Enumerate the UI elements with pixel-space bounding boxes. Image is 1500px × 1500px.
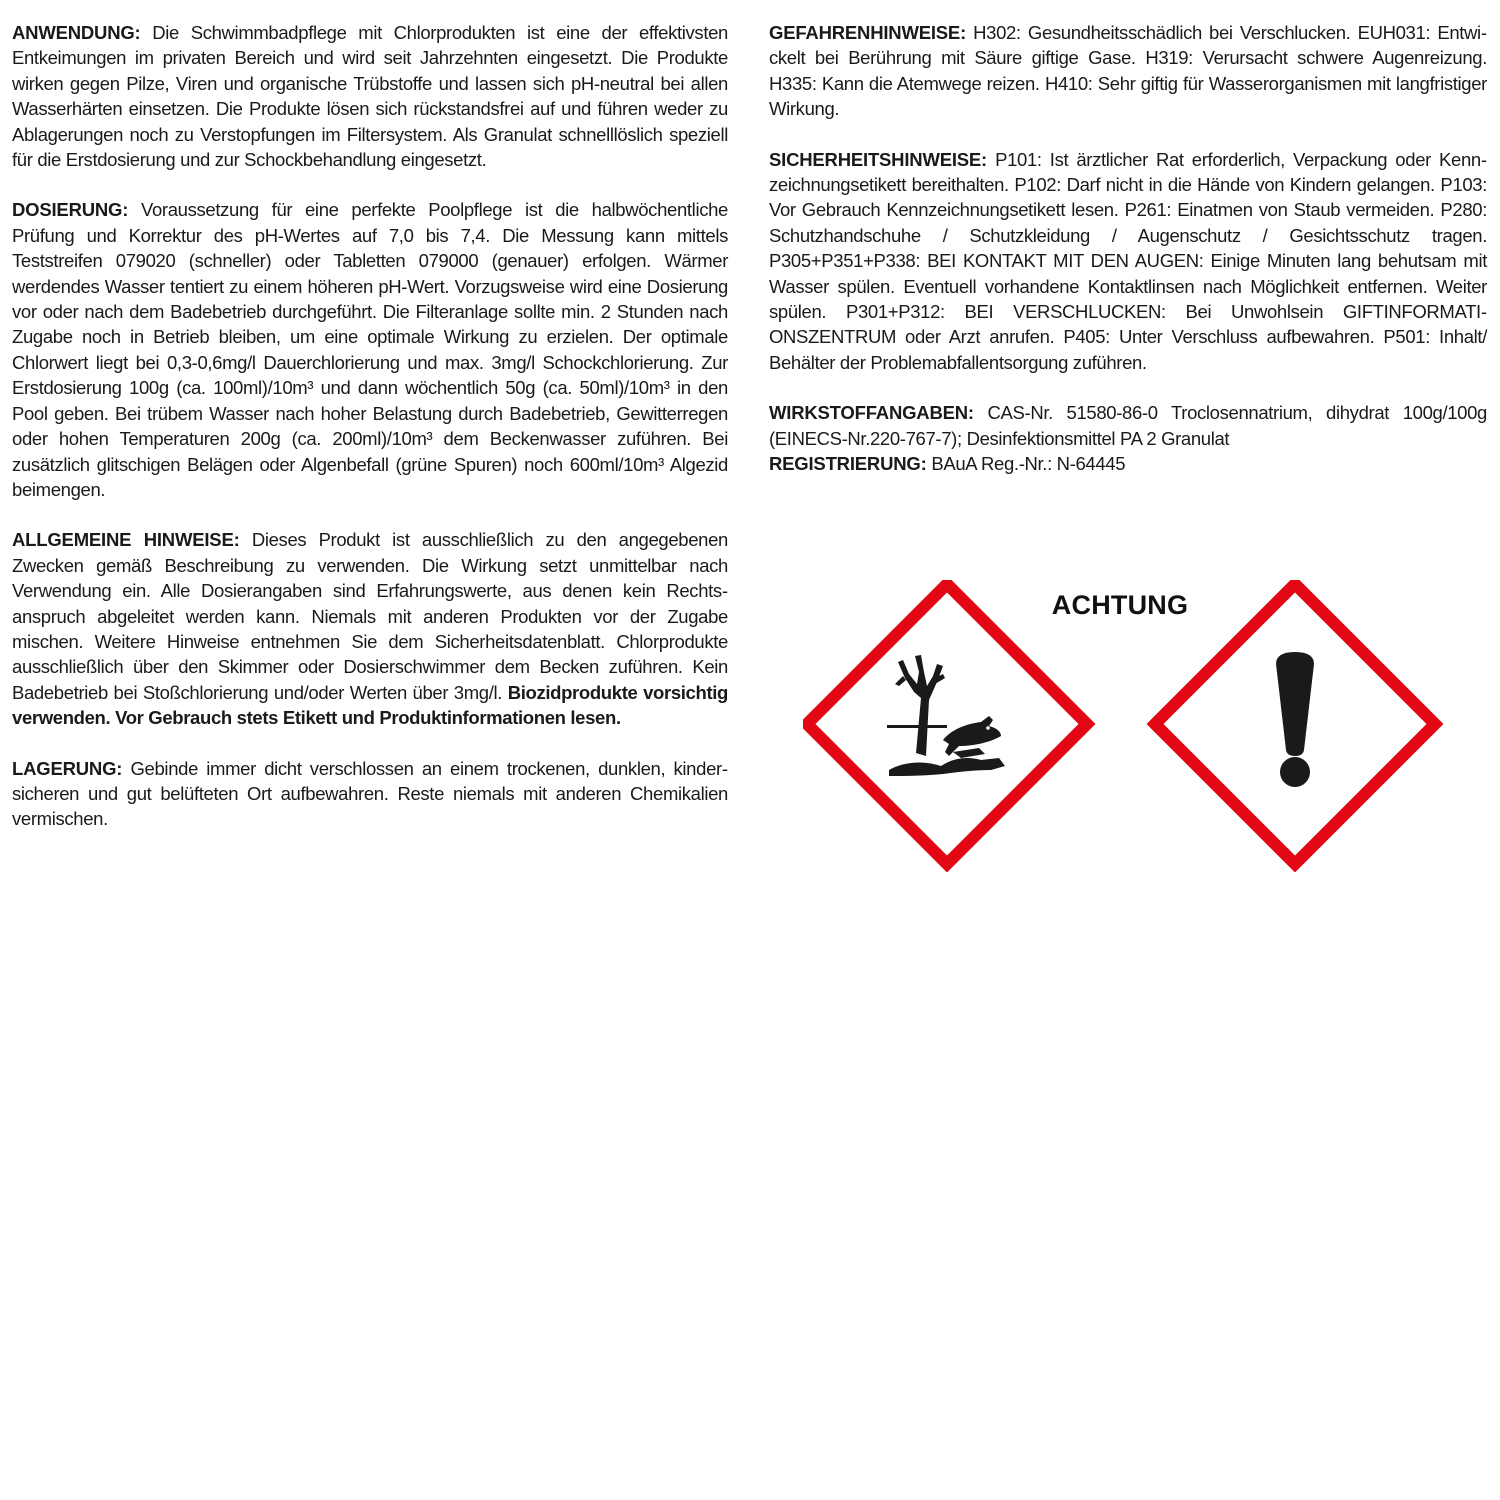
section-text: H302: Gesundheitsschädlich bei Verschlucken. EUH031: Entwickelt bei Berührung mit Säure giftige Gase. H319: Verursacht schwere Augenreizung. H335: Kann die Atemwege reizen. H410: Sehr giftig für Wasserorganismen mit langfristiger Wirkung. <box>769 22 1487 120</box>
section-wirkstoffangaben <box>769 400 1487 451</box>
section-sicherheitshinweise <box>769 147 1487 376</box>
section-label: LAGERUNG: <box>12 757 123 779</box>
section-text: Gebinde immer dicht verschlossen an einem trockenen, dunklen, kindersicheren und gut belüfteten Ort aufbewahren. Reste niemals mit anderen Chemikalien vermischen. <box>12 757 728 830</box>
section-label: DOSIERUNG: <box>12 199 129 221</box>
section-label: WIRKSTOFFANGABEN: <box>769 402 974 424</box>
environment-hazard-icon <box>807 584 1087 864</box>
section-label: ALLGEMEINE HINWEISE: <box>12 529 240 551</box>
section-text: BAuA Reg.-Nr.: N-64445 <box>926 453 1126 475</box>
section-text: P101: Ist ärztlicher Rat erforderlich, Verpackung oder Kennzeichnungsetikett bereithalten. P102: Darf nicht in die Hände von Kindern gelangen. P103: Vor Gebrauch Kennzeichnungsetikett lesen. P261: Einatmen von Staub vermeiden. P280: Schutzhandschuhe / Schutzkleidung / Augenschutz / Gesichtsschutz tragen. P305+P351+P338: BEI KONTAKT MIT DEN AUGEN: Einige Minuten lang behutsam mit Wasser spülen. Eventuell vorhandene Kontaktlinsen nach Möglichkeit entfernen. Weiter spülen. P301+P312: BEI VERSCHLUCKEN: Bei Unwohlsein GIFTINFORMATIONSZENTRUM oder Arzt anrufen. P405: Unter Verschluss aufbewahren. P501: Inhalt/ Behälter der Problemabfallentsorgung zuführen. <box>769 148 1487 373</box>
section-gefahrenhinweise <box>769 20 1487 122</box>
section-label: ANWENDUNG: <box>12 22 141 43</box>
exclamation-mark-icon <box>1155 584 1435 864</box>
section-label: SICHERHEITSHINWEISE: <box>769 148 988 170</box>
signal-word: ACHTUNG <box>1051 590 1189 620</box>
section-label: REGISTRIERUNG: <box>769 453 927 475</box>
section-anwendung <box>12 20 728 172</box>
left-text-column <box>12 20 728 857</box>
section-text: Dieses Produkt ist ausschließlich zu den angegebenen Zwecken gemäß Beschreibung zu verwenden. Die Wirkung setzt unmittelbar nach Verwendung ein. Alle Dosierangaben sind Erfahrungswerte, aus denen kein Rechtsanspruch abgeleitet werden kann. Niemals mit anderen Produkten vor der Zugabe mischen. Weitere Hinweise entnehmen Sie dem Sicherheitsdatenblatt. Chlorprodukte ausschließlich über den Skimmer oder Dosierschwimmer dem Becken zuführen. Kein Badebetrieb bei Stoßchlorierung und/oder Werten über 3mg/l. <box>12 529 728 703</box>
biocide-warning: Biozidprodukte vorsichtig verwenden. Vor Gebrauch stets Etikett und Produktinformationen lesen. <box>12 681 728 729</box>
section-registrierung <box>769 451 1487 476</box>
section-allgemeine-hinweise <box>12 527 728 730</box>
section-dosierung <box>12 197 728 502</box>
section-text: Die Schwimmbadpflege mit Chlorprodukten ist eine der effektivsten Entkeimungen im privaten Bereich und wird seit Jahrzehnten eingesetzt. Die Produkte wirken gegen Pilze, Viren und organische Trübstoffe und lassen sich pH-neutral bei allen Wasserhärten einsetzen. Die Produkte lösen sich rückstandsfrei auf und führen weder zu Ablagerungen noch zu Verstopfungen im Filtersystem. Als Granulat schnelllöslich speziell für die Erstdosierung und zur Schockbehandlung eingesetzt. <box>12 22 728 171</box>
section-label: GEFAHRENHINWEISE: <box>769 22 967 43</box>
right-text-column <box>769 20 1487 502</box>
section-text: CAS-Nr. 51580-86-0 Troclosennatrium, dihydrat 100g/100g (EINECS-Nr.220-767-7); Desinfektionsmittel PA 2 Granulat <box>769 402 1487 449</box>
section-text: Voraussetzung für eine perfekte Poolpflege ist die halbwöchentliche Prüfung und Korrektur des pH-Wertes auf 7,0 bis 7,4. Die Messung kann mittels Teststreifen 079020 (schneller) oder Tabletten 079000 (genauer) erfolgen. Wärmer werdendes Wasser tentiert zu einem höheren pH-Wert. Vorzugsweise wird eine Dosierung vor oder nach dem Badebetrieb durchgeführt. Die Filteranlage sollte min. 2 Stunden nach Zugabe noch in Betrieb bleiben, um eine optimale Wirkung zu erzielen. Der optimale Chlorwert liegt bei 0,3-0,6mg/l Dauerchlorierung und max. 3mg/l Schockchlorierung. Zur Erstdosierung 100g (ca. 100ml)/10m³ und dann wöchentlich 50g (ca. 50ml)/10m³ in den Pool geben. Bei trübem Wasser nach hoher Belastung durch Badebetrieb, Gewitterregen oder hohen Temperaturen 200g (ca. 200ml)/10m³ dem Beckenwasser zuführen. Bei zusätzlich glitschigen Belägen oder Algenbefall (grüne Spuren) noch 600ml/10m³ Algezid beimengen. <box>12 199 728 500</box>
section-lagerung <box>12 756 728 832</box>
ghs-pictograms <box>803 580 1443 872</box>
